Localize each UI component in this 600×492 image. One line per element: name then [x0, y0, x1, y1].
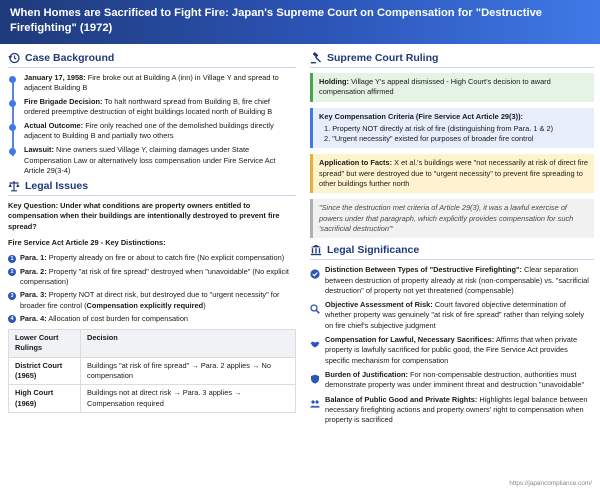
- legal-significance-title: Legal Significance: [327, 244, 420, 257]
- paragraph-text: Allocation of cost burden for compensation: [46, 313, 189, 323]
- background-timeline: [8, 73, 296, 176]
- table-header-cell: Decision: [81, 330, 296, 358]
- table-row: [9, 357, 296, 385]
- table-cell-decision: Buildings not at direct risk → Para. 3 applies → Compensation required: [81, 385, 296, 413]
- legal-issues-heading: [8, 180, 296, 196]
- gavel-icon: [310, 52, 322, 64]
- list-item: [310, 395, 594, 426]
- shield-icon: [310, 371, 320, 381]
- supreme-court-ruling-title: Supreme Court Ruling: [327, 52, 439, 64]
- significance-label: Distinction Between Types of "Destructive Firefighting":: [325, 265, 522, 275]
- criteria-list: [319, 124, 588, 145]
- timeline-dot: [9, 76, 16, 83]
- holding-text: Village Y's appeal dismissed - High Court's decision to award compensation affirmed: [319, 77, 551, 97]
- paragraph-tail: ): [203, 300, 206, 310]
- list-item: 1. Property NOT directly at risk of fire (distinguishing from Para. 1 & 2): [324, 123, 554, 133]
- list-item: [310, 370, 594, 391]
- list-item: [8, 314, 296, 324]
- timeline-item: [24, 121, 296, 142]
- legal-significance-heading: [310, 244, 594, 260]
- list-item: [8, 290, 296, 311]
- scales-icon: [8, 180, 20, 192]
- list-item: 2. "Urgent necessity" existed for purposes of broader fire control: [324, 134, 534, 144]
- timeline-item: [24, 97, 296, 118]
- case-background-title: Case Background: [25, 52, 115, 64]
- timeline-item-text: Fire broke out at Building A (inn) in Village Y and spread to adjacent Building B: [24, 73, 279, 93]
- lower-court-table: [8, 329, 296, 413]
- timeline-item: [24, 73, 296, 94]
- number-badge: 4: [8, 315, 16, 323]
- supreme-court-ruling-heading: [310, 52, 594, 68]
- significance-text: Court favored objective determination of whether property was genuinely "at risk of fire spread" rather than relying solely on fire chief's subjective judgment: [325, 300, 585, 330]
- ruling-quote: "Since the destruction met criteria of Article 29(3), it was a lawful exercise of powers under that paragraph, which explicitly provides compensation for such 'sacrificial destruction'": [310, 199, 594, 238]
- holding-label: Holding:: [319, 77, 349, 86]
- application-text: X et al.'s buildings were "not necessarily at risk of direct fire spread" but were destroyed due to "urgent necessity" to prevent fire spreading to other buildings further north: [319, 158, 588, 189]
- paragraph-emphasis: Compensation explicitly required: [86, 300, 204, 310]
- timeline-item-label: Lawsuit:: [24, 145, 54, 155]
- article-distinctions-heading: Fire Service Act Article 29 - Key Distinctions:: [8, 238, 166, 248]
- key-question: Key Question: Under what conditions are property owners entitled to compensation when their buildings are intentionally destroyed to prevent fire spread?: [8, 201, 280, 231]
- left-column: [8, 52, 296, 413]
- table-cell-decision: Buildings "at risk of fire spread" → Para. 2 applies → No compensation: [81, 357, 296, 385]
- timeline-item-text: Fire only reached one of the demolished buildings directly adjacent to Building B and partially two others: [24, 121, 274, 141]
- legal-issues-title: Legal Issues: [25, 180, 89, 193]
- table-cell-court: District Court (1965): [9, 357, 81, 385]
- holding-box: [310, 73, 594, 102]
- footer-url[interactable]: https://japancompliance.com/: [509, 480, 592, 487]
- list-item: [8, 267, 296, 288]
- history-icon: [8, 52, 20, 64]
- significance-list: [310, 265, 594, 425]
- paragraph-label: Para. 3:: [20, 290, 47, 300]
- criteria-title: Key Compensation Criteria (Fire Service Act Article 29(3)):: [319, 111, 523, 121]
- table-header-cell: Lower Court Rulings: [9, 330, 81, 358]
- criteria-box: [310, 108, 594, 149]
- page-title: When Homes are Sacrificed to Fight Fire: Japan's Supreme Court on Compensation for "Destructive Firefighting" (1972): [10, 7, 543, 34]
- number-badge: 1: [8, 255, 16, 263]
- list-item: [8, 253, 296, 263]
- significance-label: Compensation for Lawful, Necessary Sacrifices:: [325, 335, 495, 345]
- list-item: [310, 265, 594, 296]
- timeline-item: [24, 145, 296, 176]
- significance-text: Highlights legal balance between necessary firefighting actions and property owners' right to compensation when property is sacrificed: [325, 394, 588, 425]
- timeline-item-label: Actual Outcome:: [24, 121, 84, 131]
- table-row: [9, 385, 296, 413]
- paragraph-label: Para. 1:: [20, 253, 47, 263]
- timeline-dot: [9, 148, 16, 155]
- right-column: [310, 52, 594, 429]
- number-badge: 3: [8, 292, 16, 300]
- significance-label: Balance of Public Good and Private Rights:: [325, 394, 478, 404]
- paragraph-text: Property already on fire or about to catch fire (No explicit compensation): [46, 253, 285, 263]
- significance-text: Clear separation between destruction of property already at risk (non-compensable) vs. "sacrificial destruction" of property not yet threatened (compensable): [325, 265, 589, 295]
- landmark-icon: [310, 244, 322, 256]
- timeline-item-label: January 17, 1958:: [24, 73, 86, 82]
- number-badge: 2: [8, 268, 16, 276]
- application-box: [310, 154, 594, 193]
- timeline-item-text: Nine owners sued Village Y, claiming damages under State Compensation Law or alternatively loss compensation under Fire Service Act Article 29(3-4): [24, 145, 276, 175]
- article-paragraph-list: [8, 253, 296, 324]
- check-circle-icon: [310, 266, 320, 276]
- table-header-row: [9, 330, 296, 358]
- list-item: [310, 300, 594, 331]
- timeline-dot: [9, 100, 16, 107]
- significance-label: Burden of Justification:: [325, 369, 408, 379]
- magnifier-icon: [310, 301, 320, 311]
- paragraph-label: Para. 2:: [20, 266, 47, 276]
- list-item: [310, 335, 594, 366]
- timeline-item-label: Fire Brigade Decision:: [24, 97, 103, 107]
- timeline-item-text: To halt northward spread from Building B, fire chief ordered preemptive destruction of eight buildings located north of Building B: [24, 97, 273, 117]
- table-cell-court: High Court (1969): [9, 385, 81, 413]
- handshake-icon: [310, 336, 320, 346]
- application-label: Application to Facts:: [319, 158, 393, 168]
- timeline-dot: [9, 124, 16, 131]
- page-header: [0, 0, 600, 44]
- significance-text: Affirms that when private property is lawfully sacrificed for public good, the Fire Service Act provides specific mechanism for compensation: [325, 335, 578, 365]
- significance-label: Objective Assessment of Risk:: [325, 300, 433, 310]
- significance-text: For non-compensable destruction, authorities must demonstrate property was under imminent threat and destruction "unavoidable": [325, 369, 585, 390]
- people-icon: [310, 396, 320, 406]
- case-background-heading: [8, 52, 296, 68]
- paragraph-label: Para. 4:: [20, 313, 47, 323]
- paragraph-text: Property "at risk of fire spread" destroyed when "unavoidable" (No explicit compensation): [20, 266, 289, 286]
- paragraph-text: Property NOT at direct risk, but destroyed due to "urgent necessity" for broader fire control (: [20, 290, 280, 310]
